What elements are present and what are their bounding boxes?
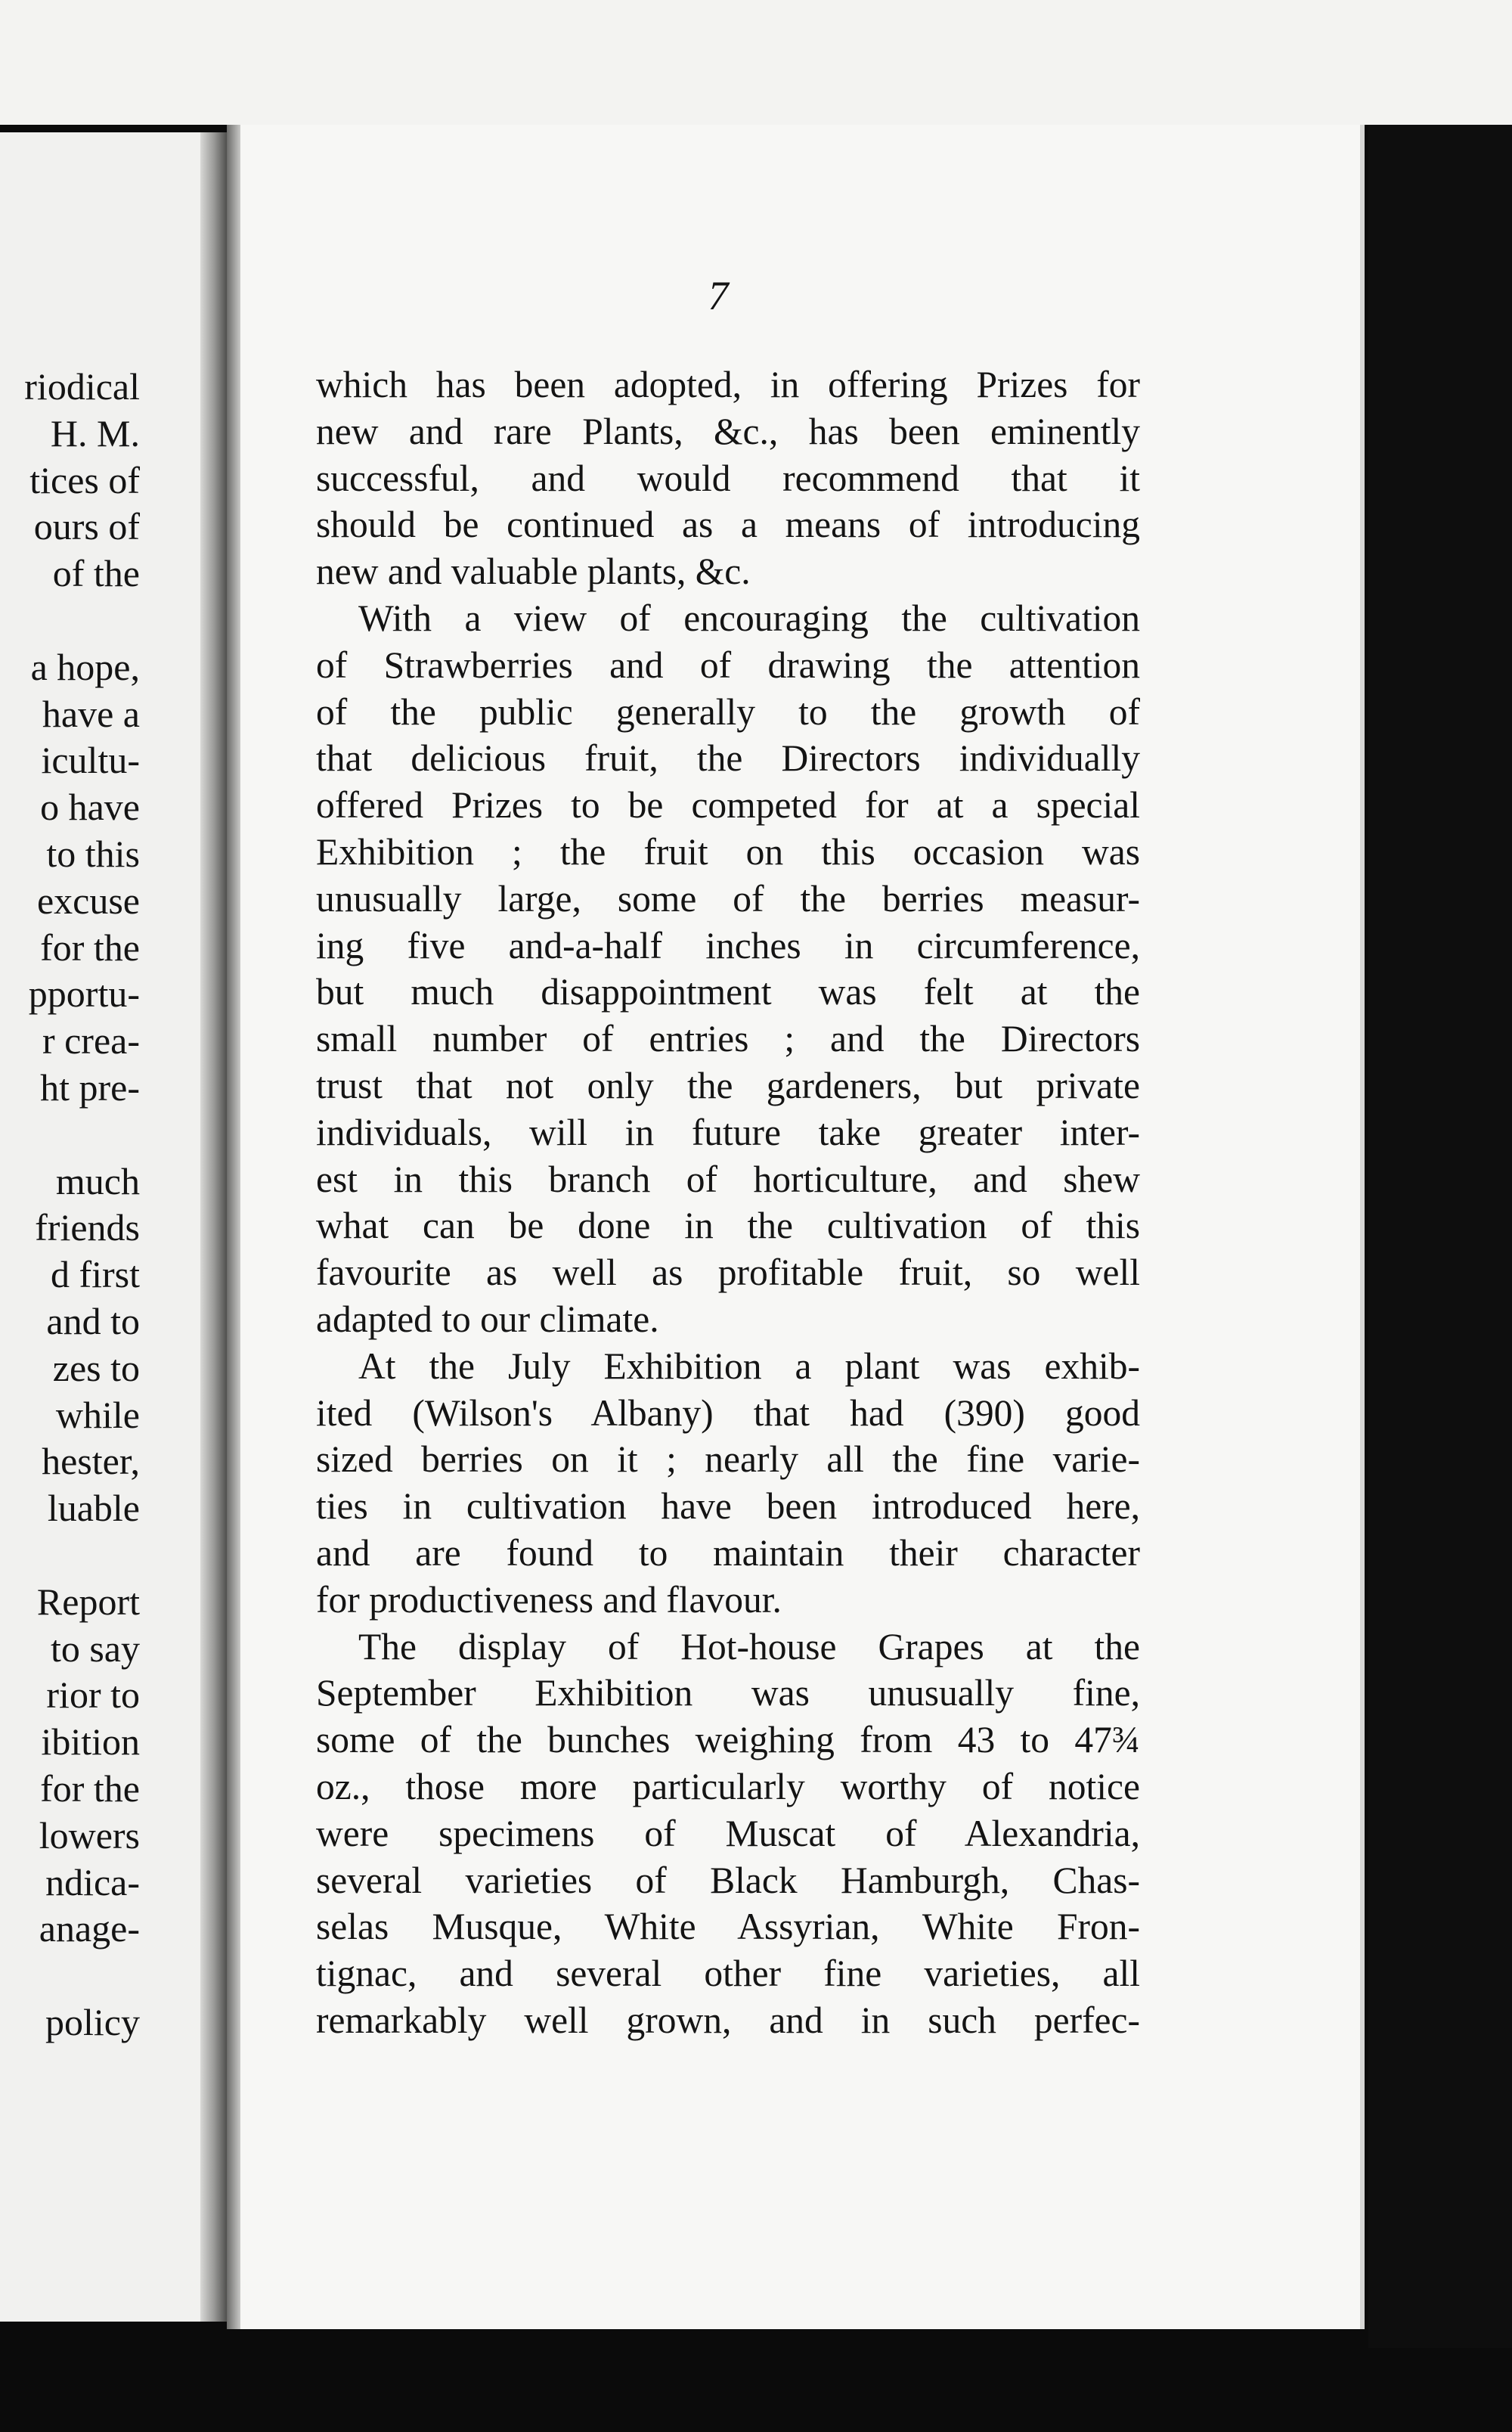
facing-page-line: much [55, 1159, 140, 1202]
text-line: some of the bunches weighing from 43 to 47¾ [316, 1719, 1140, 1761]
text-line: of the public generally to the growth of [316, 690, 1140, 733]
facing-page-line: ht pre- [40, 1066, 140, 1109]
text-line: new and rare Plants, &c., has been eminently [316, 410, 1140, 452]
text-line: selas Musque, White Assyrian, White Fron- [316, 1906, 1140, 1948]
text-line: offered Prizes to be competed for at a special [316, 784, 1140, 827]
facing-page-line: d first [50, 1253, 140, 1296]
text-line: September Exhibition was unusually fine, [316, 1672, 1140, 1714]
page-number: 7 [708, 273, 729, 318]
text-line: new and valuable plants, &c. [316, 551, 751, 593]
text-line: that delicious fruit, the Directors individually [316, 737, 1140, 780]
text-line: est in this branch of horticulture, and shew [316, 1158, 1140, 1200]
facing-page-line: to say [50, 1627, 140, 1670]
facing-page-line: of the [52, 552, 140, 595]
text-line: Exhibition ; the fruit on this occasion was [316, 830, 1140, 873]
text-line: unusually large, some of the berries measur- [316, 877, 1140, 920]
facing-page-line: policy [45, 2001, 140, 2043]
text-line: for productiveness and flavour. [316, 1578, 782, 1621]
text-line: The display of Hot-house Grapes at the [358, 1625, 1140, 1667]
text-line: small number of entries ; and the Directors [316, 1018, 1140, 1060]
text-line: adapted to our climate. [316, 1298, 659, 1340]
facing-page-gutter [200, 132, 231, 2322]
facing-page-line: hester, [42, 1440, 140, 1483]
facing-page-line: luable [47, 1487, 140, 1530]
right-border [1368, 125, 1512, 2348]
facing-page-line: ibition [41, 1720, 140, 1764]
facing-page-line: rior to [46, 1674, 140, 1717]
text-line: but much disappointment was felt at the [316, 971, 1140, 1013]
facing-page-line: r crea- [42, 1019, 140, 1062]
text-line: sized berries on it ; nearly all the fine varie- [316, 1438, 1140, 1481]
text-line: which has been adopted, in offering Prizes for [316, 364, 1140, 405]
page-gutter-shadow [227, 125, 240, 2329]
text-line: With a view of encouraging the cultivation [358, 597, 1140, 639]
facing-page-line: Report [36, 1580, 140, 1623]
text-line: successful, and would recommend that it [316, 457, 1140, 499]
facing-page-line: friends [35, 1206, 140, 1249]
facing-page-line: a hope, [30, 645, 140, 688]
text-line: should be continued as a means of introducing [316, 504, 1140, 546]
text-line: and are found to maintain their character [316, 1531, 1140, 1574]
bottom-border [0, 2352, 1512, 2432]
facing-page-line: ours of [33, 505, 140, 548]
facing-page-line: H. M. [50, 411, 140, 454]
text-line: trust that not only the gardeners, but private [316, 1064, 1140, 1106]
facing-page-line: ndica- [45, 1860, 140, 1903]
text-line: At the July Exhibition a plant was exhib- [358, 1345, 1140, 1387]
facing-page-line: tices of [29, 458, 140, 501]
facing-page-line: anage- [39, 1907, 140, 1950]
facing-page-line: lowers [39, 1813, 140, 1857]
facing-page-line: for the [40, 1767, 140, 1810]
body-text [316, 361, 1140, 2044]
text-line: what can be done in the cultivation of this [316, 1205, 1140, 1247]
facing-page-line: riodical [24, 365, 140, 408]
facing-page-line: pportu- [28, 972, 140, 1016]
text-line: ited (Wilson's Albany) that had (390) good [316, 1391, 1140, 1434]
facing-page [0, 132, 212, 2322]
facing-page-line: zes to [52, 1346, 140, 1389]
facing-page-line: while [55, 1393, 140, 1436]
text-line: were specimens of Muscat of Alexandria, [316, 1812, 1140, 1854]
text-line: several varieties of Black Hamburgh, Chas- [316, 1859, 1140, 1901]
text-line: favourite as well as profitable fruit, so well [316, 1252, 1140, 1294]
text-line: tignac, and several other fine varieties, all [316, 1953, 1140, 1995]
text-line: of Strawberries and of drawing the attention [316, 644, 1140, 686]
top-margin [0, 0, 1512, 125]
text-line: remarkably well grown, and in such perfec- [316, 1999, 1140, 2041]
text-line: ing five and-a-half inches in circumference, [316, 924, 1140, 966]
facing-page-line: icultu- [41, 739, 140, 782]
text-line: individuals, will in future take greater inter- [316, 1111, 1140, 1153]
facing-page-line: and to [46, 1300, 140, 1342]
facing-page-line: for the [40, 926, 140, 969]
facing-page-line: o have [40, 786, 140, 829]
text-line: oz., those more particularly worthy of notice [316, 1765, 1140, 1807]
facing-page-line: to this [46, 833, 140, 875]
facing-page-line: have a [42, 692, 140, 735]
facing-page-line: excuse [36, 879, 140, 922]
text-line: ties in cultivation have been introduced here, [316, 1485, 1140, 1528]
